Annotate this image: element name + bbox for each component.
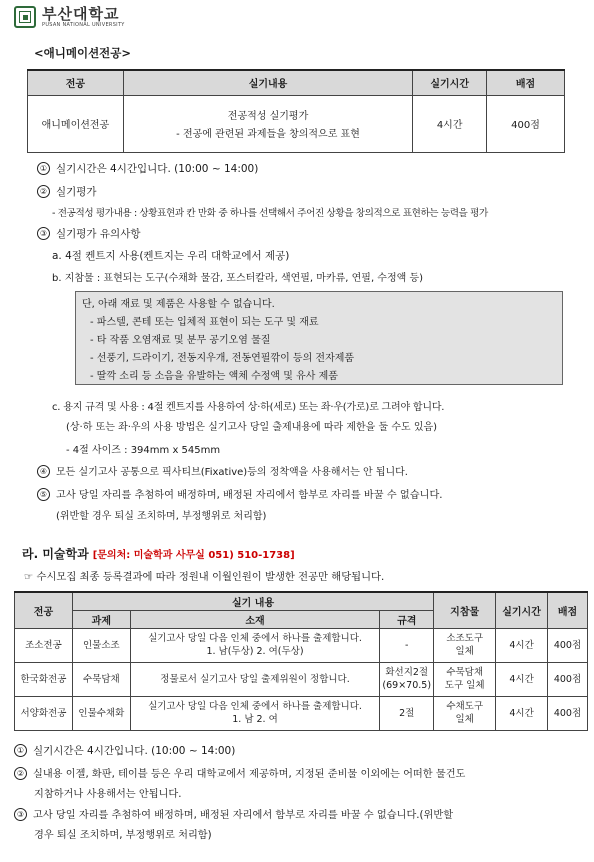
header-size: 규격 <box>380 610 434 628</box>
cell-materials <box>434 628 496 662</box>
circled-number: ③ <box>14 808 27 821</box>
circled-number: ① <box>37 162 50 175</box>
circled-number: ⑤ <box>37 488 50 501</box>
materials-line: 도구 일체 <box>444 680 485 691</box>
note-text: 모든 실기고사 공통으로 픽사티브(Fixative)등의 정착액을 사용해서는 안 됩니다. <box>56 467 408 478</box>
cell-subject <box>130 696 379 730</box>
cell-task: 인물수채화 <box>72 696 130 730</box>
circled-number: ② <box>37 185 50 198</box>
header-time: 실기시간 <box>413 70 487 95</box>
cell-major: 조소전공 <box>15 628 73 662</box>
note-item-3c: c. 용지 규격 및 사용 : 4절 켄트지를 사용하여 상·하(세로) 또는 좌·우(가로)로 그려야 합니다. <box>52 402 445 413</box>
note-item-3b: b. 지참물 : 표현되는 도구(수채화 물감, 포스터칼라, 색연필, 마카류, 연필, 수정액 등) <box>52 273 424 284</box>
note-text: 고사 당일 자리를 추첨하여 배정하며, 배정된 자리에서 함부로 자리를 바꿀 수 없습니다. <box>56 490 443 501</box>
materials-line: 일체 <box>455 714 474 725</box>
cell-score: 400점 <box>548 628 588 662</box>
header-subject: 소재 <box>130 610 379 628</box>
note-text: 실기시간은 4시간입니다. (10:00 ~ 14:00) <box>33 745 236 757</box>
note-item-5 <box>37 486 443 501</box>
table-row <box>15 628 588 662</box>
subject-line: 1. 남 2. 여 <box>232 714 278 725</box>
cell-time: 4시간 <box>496 696 548 730</box>
art-note-3-cont: 경우 퇴실 조치하며, 부정행위로 처리함) <box>34 830 212 841</box>
table-row <box>15 696 588 730</box>
animation-section-title: <애니메이션전공> <box>34 46 132 60</box>
cell-task: 수묵담채 <box>72 662 130 696</box>
art-note-1 <box>14 743 235 758</box>
art-exam-table <box>14 591 588 731</box>
cell-time: 4시간 <box>496 628 548 662</box>
header-score: 배점 <box>487 70 565 95</box>
subject-line: 정물로서 실기고사 당일 출제위원이 정합니다. <box>160 673 350 685</box>
art-title-text: 라. 미술학과 <box>22 547 89 561</box>
subject-line: 실기고사 당일 다음 인체 중에서 하나를 출제합니다. <box>148 701 362 712</box>
art-section-title <box>22 545 295 562</box>
table-header-row <box>28 70 565 95</box>
cell-size <box>380 696 434 730</box>
cell-size <box>380 662 434 696</box>
size-line: (69×70.5) <box>382 680 432 691</box>
table-header-row <box>15 592 588 610</box>
cell-size <box>380 628 434 662</box>
art-notice: ☞ 수시모집 최종 등록결과에 따라 정원내 이월인원이 발생한 전공만 해당됩니다. <box>24 571 385 583</box>
circled-number: ③ <box>37 227 50 240</box>
subject-line: 실기고사 당일 다음 인체 중에서 하나를 출제합니다. <box>148 633 362 644</box>
note-text: 실기평가 유의사항 <box>56 228 141 240</box>
cell-subject <box>130 662 379 696</box>
note-item-2 <box>37 184 97 199</box>
content-line: 전공적성 실기평가 <box>227 111 309 122</box>
note-item-4 <box>37 463 408 478</box>
art-note-3 <box>14 806 453 821</box>
materials-line: 일체 <box>455 646 474 657</box>
table-row <box>28 95 565 152</box>
note-item-3 <box>37 226 140 241</box>
cell-major: 한국화전공 <box>15 662 73 696</box>
emblem-icon <box>14 6 36 28</box>
note-text: 고사 당일 자리를 추첨하여 배정하며, 배정된 자리에서 함부로 자리를 바꿀 수 없습니다.(위반할 <box>33 810 454 821</box>
note-item-3a: a. 4절 켄트지 사용(켄트지는 우리 대학교에서 제공) <box>52 250 290 262</box>
table-row <box>15 662 588 696</box>
header-content: 실기 내용 <box>72 592 433 610</box>
header-time: 실기시간 <box>496 592 548 628</box>
circled-number: ② <box>14 767 27 780</box>
cell-materials <box>434 696 496 730</box>
cell-score: 400점 <box>548 662 588 696</box>
materials-line: 소조도구 <box>446 633 484 644</box>
note-text: 실기평가 <box>56 186 97 198</box>
header-major: 전공 <box>15 592 73 628</box>
content-line: - 전공에 관련된 과제들을 창의적으로 표현 <box>176 129 360 140</box>
cell-major: 애니메이션전공 <box>28 95 124 152</box>
cell-time: 4시간 <box>413 95 487 152</box>
header-score: 배점 <box>548 592 588 628</box>
cell-score: 400점 <box>548 696 588 730</box>
note-item-2-detail: - 전공적성 평가내용 : 상황표현과 칸 만화 중 하나를 선택해서 주어진 상황을 창의적으로 표현하는 능력을 평가 <box>52 208 488 219</box>
header-content: 실기내용 <box>123 70 412 95</box>
header-major: 전공 <box>28 70 124 95</box>
contact-info: [문의처: 미술학과 사무실 051) 510-1738] <box>92 550 295 561</box>
cell-major: 서양화전공 <box>15 696 73 730</box>
note-box-line: 단, 아래 재료 및 제품은 사용할 수 없습니다. <box>82 299 275 310</box>
cell-materials <box>434 662 496 696</box>
header-task: 과제 <box>72 610 130 628</box>
note-box-line: - 딸깍 소리 등 소음을 유발하는 액체 수정액 및 유사 제품 <box>90 371 338 382</box>
note-item-3c-sub: (상·하 또는 좌·우의 사용 방법은 실기고사 당일 출제내용에 따라 제한을 둘 수도 있음) <box>66 422 438 433</box>
animation-exam-table <box>27 69 565 153</box>
art-note-2-cont: 지참하거나 사용해서는 안됩니다. <box>34 789 182 800</box>
size-line: - <box>405 639 409 651</box>
note-box-line: - 선풍기, 드라이기, 전동지우개, 전동연필깎이 등의 전자제품 <box>90 353 355 364</box>
size-line: 2절 <box>399 707 415 719</box>
restricted-materials-box <box>75 291 563 385</box>
cell-content <box>123 95 412 152</box>
subject-line: 1. 남(두상) 2. 여(두상) <box>206 646 304 657</box>
materials-line: 수묵담채 <box>446 667 484 678</box>
circled-number: ④ <box>37 465 50 478</box>
materials-line: 수채도구 <box>446 701 484 712</box>
logo-korean-name: 부산대학교 <box>42 4 120 23</box>
cell-subject <box>130 628 379 662</box>
note-text: 실내용 이젤, 화판, 테이블 등은 우리 대학교에서 제공하며, 지정된 준비물 이외에는 어떠한 물건도 <box>33 769 466 780</box>
note-box-line: - 타 작품 오염재료 및 분무 공기오염 물질 <box>90 335 271 346</box>
note-item-5-sub: (위반할 경우 퇴실 조치하며, 부정행위로 처리함) <box>56 511 267 522</box>
note-item-1 <box>37 161 258 176</box>
cell-task: 인물소조 <box>72 628 130 662</box>
university-logo <box>14 6 125 28</box>
art-note-2 <box>14 765 465 780</box>
size-line: 화선지2절 <box>385 667 429 678</box>
note-item-3c-size: - 4절 사이즈 : 394mm x 545mm <box>66 445 221 456</box>
cell-time: 4시간 <box>496 662 548 696</box>
header-materials: 지참물 <box>434 592 496 628</box>
note-text: 실기시간은 4시간입니다. (10:00 ~ 14:00) <box>56 163 259 175</box>
note-box-line: - 파스텔, 콘테 또는 입체적 표현이 되는 도구 및 재료 <box>90 317 319 328</box>
circled-number: ① <box>14 744 27 757</box>
logo-english-name: PUSAN NATIONAL UNIVERSITY <box>42 21 125 28</box>
cell-score: 400점 <box>487 95 565 152</box>
